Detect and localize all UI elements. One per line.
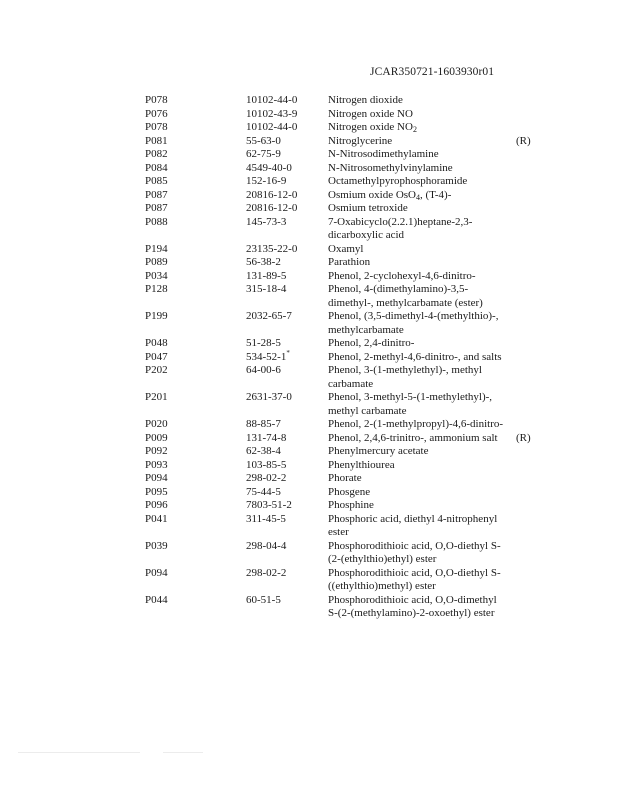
cas-number: 145-73-3 (246, 215, 287, 228)
waste-code: P081 (145, 134, 168, 147)
cas-number: 298-02-2 (246, 566, 287, 579)
substance-name: Phenol, 2-cyclohexyl-4,6-dinitro- (328, 269, 476, 282)
footnote-mark: * (286, 348, 290, 357)
waste-code: P076 (145, 107, 168, 120)
waste-code: P087 (145, 202, 168, 214)
substance-name: Phosphine (328, 499, 374, 511)
substance-name: Phenol, 4-(dimethylamino)-3,5-dimethyl-, methylcarbamate (ester) (328, 283, 483, 309)
waste-code: P009 (145, 431, 168, 444)
substance-name: Osmium oxide OsO$_4$, (T-4)- (328, 188, 452, 202)
table-row (0, 243, 624, 257)
reactivity-flag: (R) (516, 431, 531, 444)
footer-divider-right (163, 752, 203, 753)
substance-name: Phenol, 3-methyl-5-(1-methylethyl)-, methyl carbamate (328, 391, 493, 417)
cas-number: 4549-40-0 (246, 161, 292, 174)
substance-name: Phorate (328, 472, 362, 484)
substance-name: Phenol, 2-methyl-4,6-dinitro-, and salts (328, 350, 502, 363)
cas-number: 88-85-7 (246, 418, 281, 430)
cas-number: 131-74-8 (246, 431, 287, 444)
cas-number: 55-63-0 (246, 134, 281, 147)
table-row (0, 94, 624, 108)
substance-name: Phenol, 2-(1-methylpropyl)-4,6-dinitro- (328, 418, 504, 430)
substance-name: N-Nitrosomethylvinylamine (328, 161, 453, 174)
waste-code: P202 (145, 364, 168, 376)
waste-code: P085 (145, 175, 168, 187)
table-row (0, 162, 624, 176)
cas-number: 23135-22-0 (246, 242, 298, 255)
waste-code: P199 (145, 310, 168, 322)
table-row (0, 148, 624, 162)
substance-name: Phenol, 2,4-dinitro- (328, 337, 415, 349)
waste-code: P128 (145, 283, 168, 295)
table-row (0, 540, 624, 567)
cas-number: 10102-44-0 (246, 121, 298, 133)
document-id: JCAR350721-1603930r01 (370, 66, 495, 78)
table-row (0, 513, 624, 540)
cas-number: 20816-12-0 (246, 188, 298, 201)
substance-name: Octamethylpyrophosphoramide (328, 175, 468, 187)
substance-name: Phenylmercury acetate (328, 445, 429, 457)
waste-code: P084 (145, 161, 168, 174)
table-row (0, 270, 624, 284)
waste-code: P078 (145, 121, 168, 133)
substance-name: Phosphorodithioic acid, O,O-diethyl S-(2-(ethylthio)ethyl) ester (328, 539, 501, 565)
cas-number: 51-28-5 (246, 337, 281, 349)
cas-number: 311-45-5 (246, 512, 286, 525)
waste-code: P089 (145, 256, 168, 268)
table-row (0, 445, 624, 459)
table-row (0, 459, 624, 473)
cas-number: 64-00-6 (246, 364, 281, 376)
substance-name: Oxamyl (328, 242, 364, 255)
table-row (0, 594, 624, 621)
table-row (0, 121, 624, 135)
footer-divider-left (18, 752, 140, 753)
cas-number: 10102-44-0 (246, 94, 298, 106)
substance-name: 7-Oxabicyclo(2.2.1)heptane-2,3-dicarboxylic acid (328, 215, 473, 241)
waste-code: P039 (145, 539, 168, 552)
cas-number: 75-44-5 (246, 485, 281, 498)
table-row (0, 567, 624, 594)
waste-code: P194 (145, 242, 168, 255)
waste-code: P088 (145, 215, 168, 228)
table-row (0, 256, 624, 270)
waste-code: P047 (145, 350, 168, 363)
waste-code: P093 (145, 458, 168, 471)
table-row (0, 499, 624, 513)
substance-name: Nitrogen oxide NO (328, 107, 413, 120)
waste-code: P044 (145, 593, 168, 606)
substance-name: Nitroglycerine (328, 134, 393, 147)
cas-number: 60-51-5 (246, 593, 281, 606)
waste-code: P094 (145, 566, 168, 579)
table-row (0, 175, 624, 189)
table-row (0, 348, 624, 365)
waste-code: P094 (145, 472, 168, 484)
table-row (0, 189, 624, 203)
waste-code: P087 (145, 188, 168, 201)
substance-name: Phenol, 2,4,6-trinitro-, ammonium salt (328, 431, 498, 444)
cas-number: 131-89-5 (246, 269, 287, 282)
cas-number: 152-16-9 (246, 175, 287, 187)
waste-code: P096 (145, 499, 168, 511)
substance-name: Phosphorodithioic acid, O,O-dimethyl S-(2-(methylamino)-2-oxoethyl) ester (328, 593, 497, 619)
cas-number: 20816-12-0 (246, 202, 298, 214)
substance-name: Phenol, (3,5-dimethyl-4-(methylthio)-, methylcarbamate (328, 310, 499, 336)
waste-code: P082 (145, 148, 168, 160)
cas-number: 103-85-5 (246, 458, 287, 471)
cas-number: 2631-37-0 (246, 391, 292, 403)
cas-number: 10102-43-9 (246, 107, 298, 120)
substance-name: Phosphorodithioic acid, O,O-diethyl S-((ethylthio)methyl) ester (328, 566, 501, 592)
table-row (0, 391, 624, 418)
cas-number: 315-18-4 (246, 283, 287, 295)
table-row (0, 432, 624, 446)
table-row (0, 310, 624, 337)
table-row (0, 364, 624, 391)
substance-name: Parathion (328, 256, 371, 268)
cas-number: 62-75-9 (246, 148, 281, 160)
waste-code: P041 (145, 512, 168, 525)
hazardous-waste-table (0, 94, 624, 621)
table-row (0, 418, 624, 432)
waste-code: P095 (145, 485, 168, 498)
substance-name: Phosgene (328, 485, 371, 498)
waste-code: P020 (145, 418, 168, 430)
table-row (0, 337, 624, 351)
reactivity-flag: (R) (516, 134, 531, 147)
cas-number: 7803-51-2 (246, 499, 292, 511)
cas-number: 298-04-4 (246, 539, 287, 552)
substance-name: Nitrogen dioxide (328, 94, 403, 106)
substance-name: Phosphoric acid, diethyl 4-nitrophenyl ester (328, 512, 498, 538)
substance-name: Osmium tetroxide (328, 202, 408, 214)
waste-code: P092 (145, 445, 168, 457)
cas-number: 298-02-2 (246, 472, 287, 484)
table-row (0, 135, 624, 149)
table-row (0, 283, 624, 310)
cas-number: 534-52-1* (246, 348, 290, 363)
cas-number: 62-38-4 (246, 445, 281, 457)
table-row (0, 108, 624, 122)
waste-code: P201 (145, 391, 168, 403)
substance-name: N-Nitrosodimethylamine (328, 148, 439, 160)
substance-name: Phenylthiourea (328, 458, 395, 471)
table-row (0, 202, 624, 216)
cas-number: 56-38-2 (246, 256, 281, 268)
waste-code: P048 (145, 337, 168, 349)
waste-code: P034 (145, 269, 168, 282)
table-row (0, 486, 624, 500)
substance-name: Nitrogen oxide $NO_2$ (328, 121, 417, 134)
waste-code: P078 (145, 94, 168, 106)
table-row (0, 472, 624, 486)
cas-number: 2032-65-7 (246, 310, 292, 322)
table-row (0, 216, 624, 243)
substance-name: Phenol, 3-(1-methylethyl)-, methyl carbamate (328, 364, 482, 390)
